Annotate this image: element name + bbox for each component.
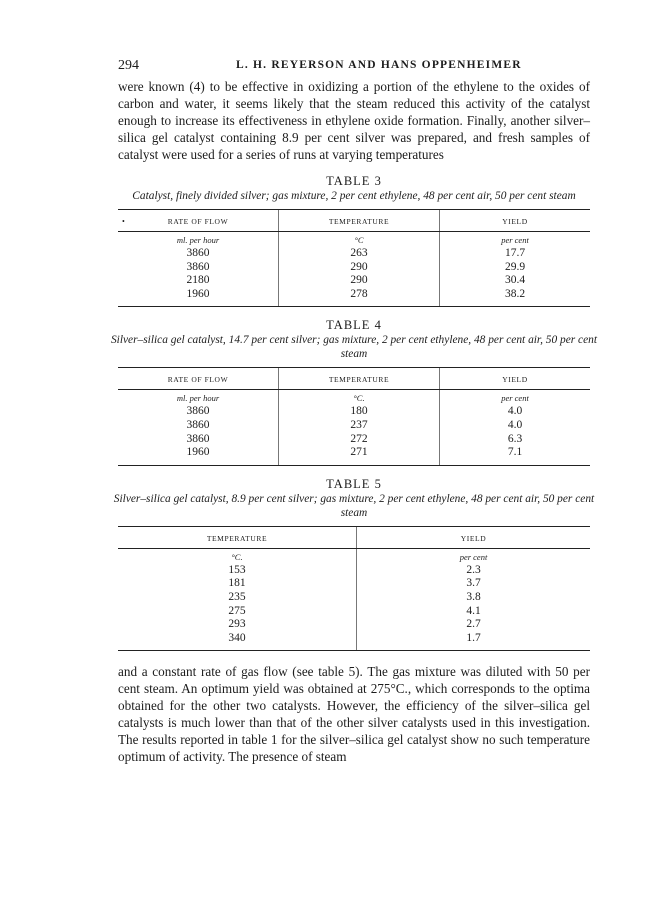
table-cell: 3.7 [357,577,591,591]
table-header-row [118,210,590,232]
table-header-row [118,368,590,390]
table-row [118,274,590,288]
table-cell: 4.0 [440,405,591,419]
paragraph-bottom: and a constant rate of gas flow (see table 5). The gas mixture was diluted with 50 per cent steam. An optimum yield was obtained at 275°C., which corresponds to the optima obtained for the other two catalysts. However, the efficiency of the silver–silica gel catalysts is much lower than that of the other silver catalysts used in this investigation. The results reported in table 1 for the silver–silica gel catalyst show no such temperature optimum of activity. The presence of steam [118,664,590,765]
running-head-title: L. H. REYERSON AND HANS OPPENHEIMER [236,59,522,71]
table-row [118,591,590,605]
table-row [118,632,590,651]
table-4 [110,317,598,465]
running-head [118,56,590,78]
table-row [118,288,590,307]
table-cell: 2.7 [357,618,591,632]
table-cell: 4.0 [440,419,591,433]
table-row [118,247,590,261]
unit-cell: ml. per hour [176,235,220,245]
column-header-yield: YIELD [357,526,591,548]
table-cell: 3860 [186,418,210,431]
table-cell: 3860 [186,260,210,273]
table-5-heading: TABLE 5 [326,476,382,491]
unit-cell: ml. per hour [176,393,220,404]
unit-cell: °C. [279,390,440,406]
table-row [118,577,590,591]
table-cell: 235 [228,590,246,603]
table-cell: 181 [228,577,246,590]
table-cell: 340 [118,632,357,651]
column-header-temperature: TEMPERATURE [118,526,357,548]
table-cell: 290 [279,261,440,275]
page-number: 294 [118,58,139,73]
table-4-caption: Silver–silica gel catalyst, 14.7 per cent silver; gas mixture, 2 per cent ethylene, 48 per cent air, 50 per cent steam [110,334,598,361]
table-4-heading: TABLE 4 [326,318,382,333]
table-cell: 1960 [118,446,279,465]
table-row [118,605,590,619]
table-cell: 293 [228,618,246,631]
table-cell: 1960 [118,288,279,307]
table-cell: 180 [279,405,440,419]
table-header-row [118,526,590,548]
paragraph-top: were known (4) to be effective in oxidizing a portion of the ethylene to the oxides of carbon and water, it seems likely that the steam reduced this activity of the catalyst enough to increase its effectiveness in ethylene oxide formation. Finally, another silver–silica gel catalyst containing 8.9 per cent silver was prepared, and fresh samples of catalyst were used for a series of runs at varying temperatures [118,79,590,162]
unit-cell: per cent [440,390,591,406]
column-header-yield: YIELD [440,210,591,232]
table-cell: 153 [228,563,246,576]
table-row [118,618,590,632]
table-row [118,564,590,578]
table-row [118,261,590,275]
table-cell: 6.3 [440,433,591,447]
table-cell: 275 [228,604,246,617]
table-row [118,433,590,447]
page [110,56,598,765]
unit-cell: per cent [440,232,591,248]
column-header-yield: YIELD [440,368,591,390]
table-cell: 237 [279,419,440,433]
table-cell: 7.1 [440,446,591,465]
table-cell: 3860 [186,432,210,445]
table-cell: 3.8 [357,591,591,605]
table-row [118,446,590,465]
table-row [118,405,590,419]
table-3-heading: TABLE 3 [326,174,382,188]
table-cell: 38.2 [440,288,591,307]
table-cell: 290 [279,274,440,288]
table-cell: 17.7 [440,247,591,261]
table-cell: 3860 [186,247,210,259]
table-3-caption: Catalyst, finely divided silver; gas mixture, 2 per cent ethylene, 48 per cent air, 50 per cent steam [132,190,576,202]
table-cell: 29.9 [440,261,591,275]
table-cell: 2.3 [357,564,591,578]
table-row [118,419,590,433]
table-units-row [118,548,590,564]
column-header-rate: • RATE OF FLOW [118,210,279,232]
column-header-temperature: TEMPERATURE [279,210,440,232]
table-4-grid [118,367,590,465]
unit-cell: °C. [231,551,243,562]
table-units-row [118,232,590,248]
table-cell: 278 [279,288,440,307]
unit-cell: °C [279,232,440,248]
table-cell: 4.1 [357,605,591,619]
table-3-grid [118,209,590,307]
table-cell: 271 [279,446,440,465]
table-5 [113,476,595,652]
table-cell: 272 [279,433,440,447]
table-cell: 30.4 [440,274,591,288]
unit-cell: per cent [357,548,591,564]
table-cell: 1.7 [357,632,591,651]
table-3 [118,173,590,307]
table-units-row [118,390,590,406]
column-header-temperature: TEMPERATURE [279,368,440,390]
table-cell: 3860 [186,405,210,418]
table-5-grid [118,526,590,652]
table-cell: 263 [279,247,440,261]
table-5-caption: Silver–silica gel catalyst, 8.9 per cent silver; gas mixture, 2 per cent ethylene, 48 per cent air, 50 per cent steam [113,492,595,519]
column-header-rate: RATE OF FLOW [118,368,279,390]
table-cell: 2180 [186,274,210,287]
